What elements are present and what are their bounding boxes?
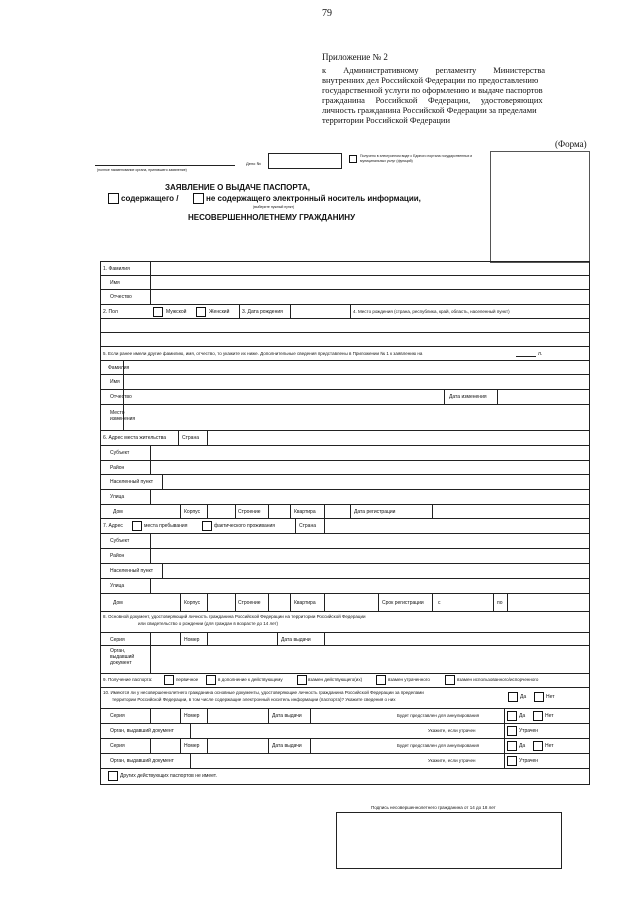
doc-number-field[interactable] (208, 633, 276, 644)
stay-label: места пребывания (144, 523, 188, 529)
reg-date-field[interactable] (433, 505, 587, 517)
p2-lost-checkbox[interactable] (507, 756, 517, 766)
from-label: с (438, 600, 441, 606)
male-label: Мужской (166, 309, 187, 315)
district-field[interactable] (151, 461, 587, 473)
address7-label: 7. Адрес (103, 523, 123, 529)
doc-issuer-label: Орган, выдавший документ (110, 648, 135, 666)
form-label: (Форма) (555, 139, 587, 149)
prev-patronymic-label: Отчество (110, 394, 132, 400)
prev-surname-field[interactable] (124, 361, 587, 373)
building-label: Корпус (184, 509, 201, 515)
section10-line1: 10. Имеются ли у несовершеннолетнего гражданина основные документы, удостоверяющие личность гражданина Российской Федерации за пределами (103, 690, 424, 695)
street-label: Улица (110, 494, 125, 500)
sheets-line (516, 356, 536, 357)
building7-label: Корпус (184, 600, 201, 606)
p2-series-field[interactable] (151, 739, 179, 752)
birth-date-field[interactable] (291, 305, 349, 317)
with-chip-checkbox[interactable] (108, 193, 119, 204)
doc-series-label: Серия (110, 637, 125, 643)
appendix-line: территории Российской Федерации (322, 115, 451, 125)
p2-annul-yes-label: Да (519, 743, 526, 749)
epgu-label: Получено в электронном виде с Единого портала государственных и муниципальных услуг (функций) (360, 154, 473, 163)
flat7-label: Квартира (294, 600, 316, 606)
appendix-line: гражданина Российской Федерации, удостоверяющих (322, 95, 543, 105)
p1-lost-label: Утрачен (519, 728, 539, 734)
reg-term-label: Срок регистрации (382, 600, 424, 606)
replace-lost-label: взамен утраченного (388, 677, 430, 682)
p1-issuer-label: Орган, выдавший документ (110, 728, 174, 734)
change-date-field[interactable] (498, 390, 587, 403)
prev-patronymic-field[interactable] (124, 390, 443, 403)
replace-valid-checkbox[interactable] (297, 675, 307, 685)
title-line3: НЕСОВЕРШЕННОЛЕТНЕМУ ГРАЖДАНИНУ (188, 213, 356, 222)
replace-lost-checkbox[interactable] (376, 675, 386, 685)
change-place-field[interactable] (124, 405, 587, 429)
flat7-field[interactable] (325, 594, 377, 610)
signature-label: Подпись несовершеннолетнего гражданина от 14 до 18 лет (371, 805, 496, 810)
house-field[interactable] (130, 505, 179, 517)
p1-number-label: Номер (184, 713, 200, 719)
photo-box (490, 151, 590, 263)
authority-line (95, 165, 235, 166)
street7-field[interactable] (151, 579, 587, 592)
first-issue-label: первичное (176, 677, 199, 682)
p2-number-label: Номер (184, 743, 200, 749)
p2-issuer-field[interactable] (191, 754, 426, 767)
district-label: Район (110, 465, 125, 471)
p2-issue-date-label: Дата выдачи (272, 743, 302, 749)
p1-annul-no-checkbox[interactable] (533, 711, 543, 721)
has-passport-no-label: Нет (546, 694, 555, 700)
patronymic-label: Отчество (110, 294, 132, 300)
male-checkbox[interactable] (153, 307, 163, 317)
p1-annul-no-label: Нет (545, 713, 554, 719)
p2-series-label: Серия (110, 743, 125, 749)
p2-lost-q-label: Укажите, если утрачен (428, 758, 476, 763)
title-opt1: содержащего / (121, 194, 179, 203)
p1-annul-yes-checkbox[interactable] (507, 711, 517, 721)
subject-field[interactable] (151, 446, 587, 459)
district7-field[interactable] (151, 549, 587, 562)
country-label: Страна (182, 435, 200, 441)
no-other-passports-checkbox[interactable] (108, 771, 118, 781)
section8-line1: 8. Основной документ, удостоверяющий личность гражданина Российской Федерации на территории Российской Федерации (103, 614, 366, 619)
country7-field[interactable] (325, 519, 587, 532)
p1-annul-yes-label: Да (519, 713, 526, 719)
p2-number-field[interactable] (208, 739, 267, 752)
house7-label: Дом (113, 600, 123, 606)
prev-name-field[interactable] (124, 375, 587, 388)
doc-issue-date-field[interactable] (325, 633, 587, 644)
sex-label: 2. Пол (103, 309, 118, 315)
settlement-label: Населенный пункт (110, 479, 154, 485)
building-field[interactable] (208, 505, 234, 517)
signature-box[interactable] (336, 812, 562, 869)
address-label: 6. Адрес места жительства (103, 435, 167, 441)
structure7-label: Строение (238, 600, 261, 606)
addition-checkbox[interactable] (206, 675, 216, 685)
p1-issue-date-label: Дата выдачи (272, 713, 302, 719)
title-hint: (выберите нужный пункт) (253, 205, 295, 209)
replace-valid-label: взамен действующего(их) (308, 677, 363, 682)
country-field[interactable] (208, 431, 587, 444)
subject7-label: Субъект (110, 538, 130, 544)
appendix-title: Приложение № 2 (322, 52, 388, 62)
appendix-line: государственной услуги по оформлению и выдаче паспортов (322, 85, 543, 95)
subject-label: Субъект (110, 450, 130, 456)
prev-name-label: Имя (110, 379, 120, 385)
birth-place-field[interactable] (101, 319, 587, 345)
p1-series-field[interactable] (151, 709, 179, 722)
has-passport-yes-label: Да (520, 694, 527, 700)
doc-no-field[interactable] (268, 153, 342, 169)
addition-label: в дополнение к действующему (218, 677, 283, 682)
p1-number-field[interactable] (208, 709, 267, 722)
p1-issue-date-field[interactable] (311, 709, 395, 722)
has-passport-no-checkbox[interactable] (534, 692, 544, 702)
section9-label: 9. Получение паспорта: (103, 677, 153, 682)
has-passport-yes-checkbox[interactable] (508, 692, 518, 702)
reg-to-field[interactable] (508, 594, 587, 610)
structure-label: Строение (238, 509, 261, 515)
to-label: по (497, 600, 503, 606)
surname-label: 1. Фамилия (103, 266, 130, 272)
change-date-label: Дата изменения (449, 394, 487, 400)
doc-no-label: Дело № (246, 161, 261, 166)
section10-line2: территории Российской Федерации, в том числе содержащие электронный носитель информации (паспорта)? Укажите сведения о них (112, 697, 396, 702)
settlement7-field[interactable] (163, 564, 587, 577)
p2-issuer-label: Орган, выдавший документ (110, 758, 174, 764)
section5-text: 5. Если ранее имели другие фамилию, имя, отчество, то укажите их ниже. Дополнительные сведения представлены в Приложении № 1 к заявлению на (103, 351, 423, 356)
page-number: 79 (322, 8, 332, 19)
actual-label: фактического проживания (214, 523, 276, 529)
house7-field[interactable] (130, 594, 179, 610)
p2-annul-no-checkbox[interactable] (533, 741, 543, 751)
p2-issue-date-field[interactable] (311, 739, 395, 752)
house-label: Дом (113, 509, 123, 515)
doc-issue-date-label: Дата выдачи (281, 637, 311, 643)
flat-label: Квартира (294, 509, 316, 515)
section8-line2: или свидетельство о рождении (для граждан в возрасте до 14 лет) (138, 621, 279, 626)
female-label: Женский (209, 309, 230, 315)
prev-surname-label: Фамилия (108, 365, 130, 371)
subject7-field[interactable] (151, 534, 587, 547)
no-other-passports-label: Других действующих паспортов не имеет. (120, 773, 217, 779)
title-opt2: не содержащего электронный носитель информации, (206, 194, 421, 203)
p2-annul-no-label: Нет (545, 743, 554, 749)
epgu-checkbox[interactable] (349, 155, 357, 163)
reg-date-label: Дата регистрации (354, 509, 396, 515)
p1-issuer-field[interactable] (191, 724, 426, 737)
reg-from-field[interactable] (445, 594, 492, 610)
street7-label: Улица (110, 583, 125, 589)
doc-number-label: Номер (184, 637, 200, 643)
without-chip-checkbox[interactable] (193, 193, 204, 204)
p2-annul-label: Будет представлен для аннулирования (397, 743, 480, 748)
authority-caption: (полное наименование органа, принявшего заявление) (97, 168, 187, 172)
settlement7-label: Населенный пункт (110, 568, 154, 574)
street-field[interactable] (151, 490, 587, 503)
name-label: Имя (110, 280, 120, 286)
doc-series-field[interactable] (151, 633, 179, 644)
country7-label: Страна (299, 523, 317, 529)
p2-annul-yes-checkbox[interactable] (507, 741, 517, 751)
stay-checkbox[interactable] (132, 521, 142, 531)
replace-used-label: взамен использованного/испорченного (457, 677, 539, 682)
doc-issuer-field[interactable] (151, 646, 587, 672)
actual-checkbox[interactable] (202, 521, 212, 531)
settlement-field[interactable] (163, 475, 587, 488)
birth-place-label: 4. Место рождения (страна, республика, край, область, населенный пункт) (353, 309, 510, 314)
appendix-line: личность гражданина Российской Федерации за пределами (322, 105, 537, 115)
p1-lost-q-label: Укажите, если утрачен (428, 728, 476, 733)
patronymic-field[interactable] (151, 290, 587, 303)
female-checkbox[interactable] (196, 307, 206, 317)
p2-lost-label: Утрачен (519, 758, 539, 764)
birth-date-label: 3. Дата рождения (242, 309, 283, 315)
appendix-line: к Административному регламенту Министерства (322, 65, 546, 75)
appendix-text (322, 65, 594, 125)
p1-lost-checkbox[interactable] (507, 726, 517, 736)
change-place-label: Место изменения (110, 410, 136, 422)
structure-field[interactable] (269, 505, 289, 517)
flat-field[interactable] (325, 505, 349, 517)
first-issue-checkbox[interactable] (164, 675, 174, 685)
title-line1: ЗАЯВЛЕНИЕ О ВЫДАЧЕ ПАСПОРТА, (165, 183, 310, 192)
appendix-line: внутренних дел Российской Федерации по предоставлению (322, 75, 539, 85)
p1-annul-label: Будет представлен для аннулирования (397, 713, 480, 718)
district7-label: Район (110, 553, 125, 559)
p1-series-label: Серия (110, 713, 125, 719)
surname-field[interactable] (151, 262, 587, 274)
structure7-field[interactable] (269, 594, 289, 610)
replace-used-checkbox[interactable] (445, 675, 455, 685)
building7-field[interactable] (208, 594, 234, 610)
sheets-label: л. (538, 351, 543, 357)
name-field[interactable] (151, 276, 587, 288)
